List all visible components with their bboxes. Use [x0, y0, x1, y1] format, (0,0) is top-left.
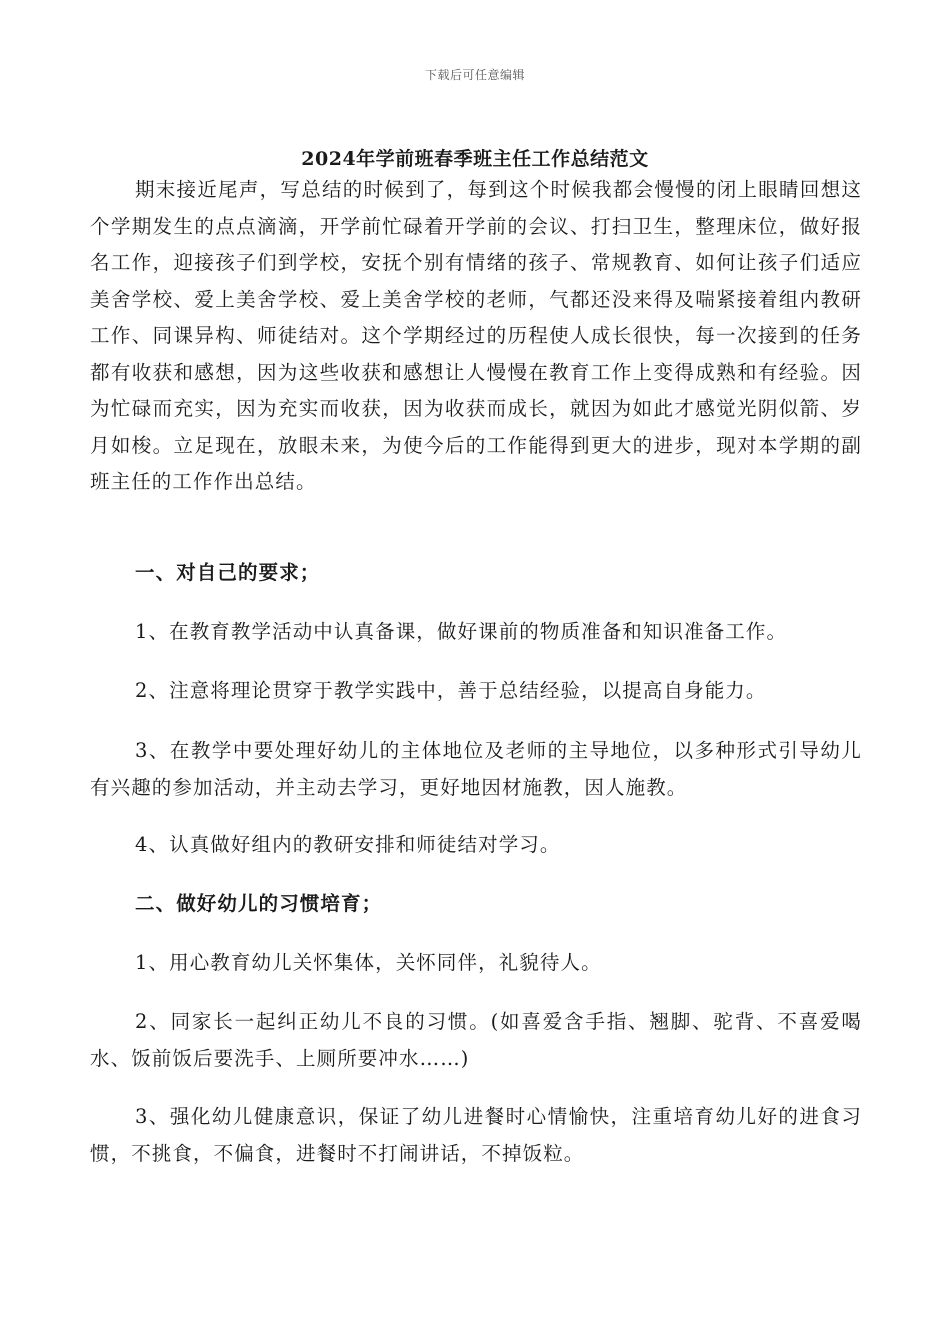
section2-heading: 二、做好幼儿的习惯培育；: [135, 892, 383, 915]
header-note: 下载后可任意编辑: [424, 68, 525, 82]
section2-item-2: 2、同家长一起纠正幼儿不良的习惯。(如喜爱含手指、翘脚、驼背、不喜爱喝水、饭前饭后要洗手、上厕所要冲水……): [90, 1010, 862, 1070]
section1-heading: 一、对自己的要求；: [135, 561, 321, 584]
section2-item-3: 3、强化幼儿健康意识，保证了幼儿进餐时心情愉快，注重培育幼儿好的进食习惯，不挑食，不偏食，进餐时不打闹讲话，不掉饭粒。: [90, 1105, 862, 1165]
section1-item-2: 2、注意将理论贯穿于教学实践中，善于总结经验，以提高自身能力。: [135, 679, 767, 702]
section1-item-1: 1、在教育教学活动中认真备课，做好课前的物质准备和知识准备工作。: [135, 620, 788, 643]
document-title: 2024年学前班春季班主任工作总结范文: [301, 148, 649, 170]
intro-paragraph: 期末接近尾声，写总结的时候到了，每到这个时候我都会慢慢的闭上眼睛回想这个学期发生的点点滴滴，开学前忙碌着开学前的会议、打扫卫生，整理床位，做好报名工作，迎接孩子们到学校，安抚个别有情绪的孩子、常规教育、如何让孩子们适应美舍学校、爱上美舍学校、爱上美舍学校的老师，气都还没来得及喘紧接着组内教研工作、同课异构、师徒结对。这个学期经过的历程使人成长很快，每一次接到的任务都有收获和感想，因为这些收获和感想让人慢慢在教育工作上变得成熟和有经验。因为忙碌而充实，因为充实而收获，因为收获而成长，就因为如此才感觉光阴似箭、岁月如梭。立足现在，放眼未来，为使今后的工作能得到更大的进步，现对本学期的副班主任的工作作出总结。: [90, 178, 862, 493]
section1-item-4: 4、认真做好组内的教研安排和师徒结对学习。: [135, 833, 561, 856]
section1-item-3: 3、在教学中要处理好幼儿的主体地位及老师的主导地位，以多种形式引导幼儿有兴趣的参加活动，并主动去学习，更好地因材施教，因人施教。: [90, 739, 862, 799]
section2-item-1: 1、用心教育幼儿关怀集体，关怀同伴，礼貌待人。: [135, 951, 602, 974]
